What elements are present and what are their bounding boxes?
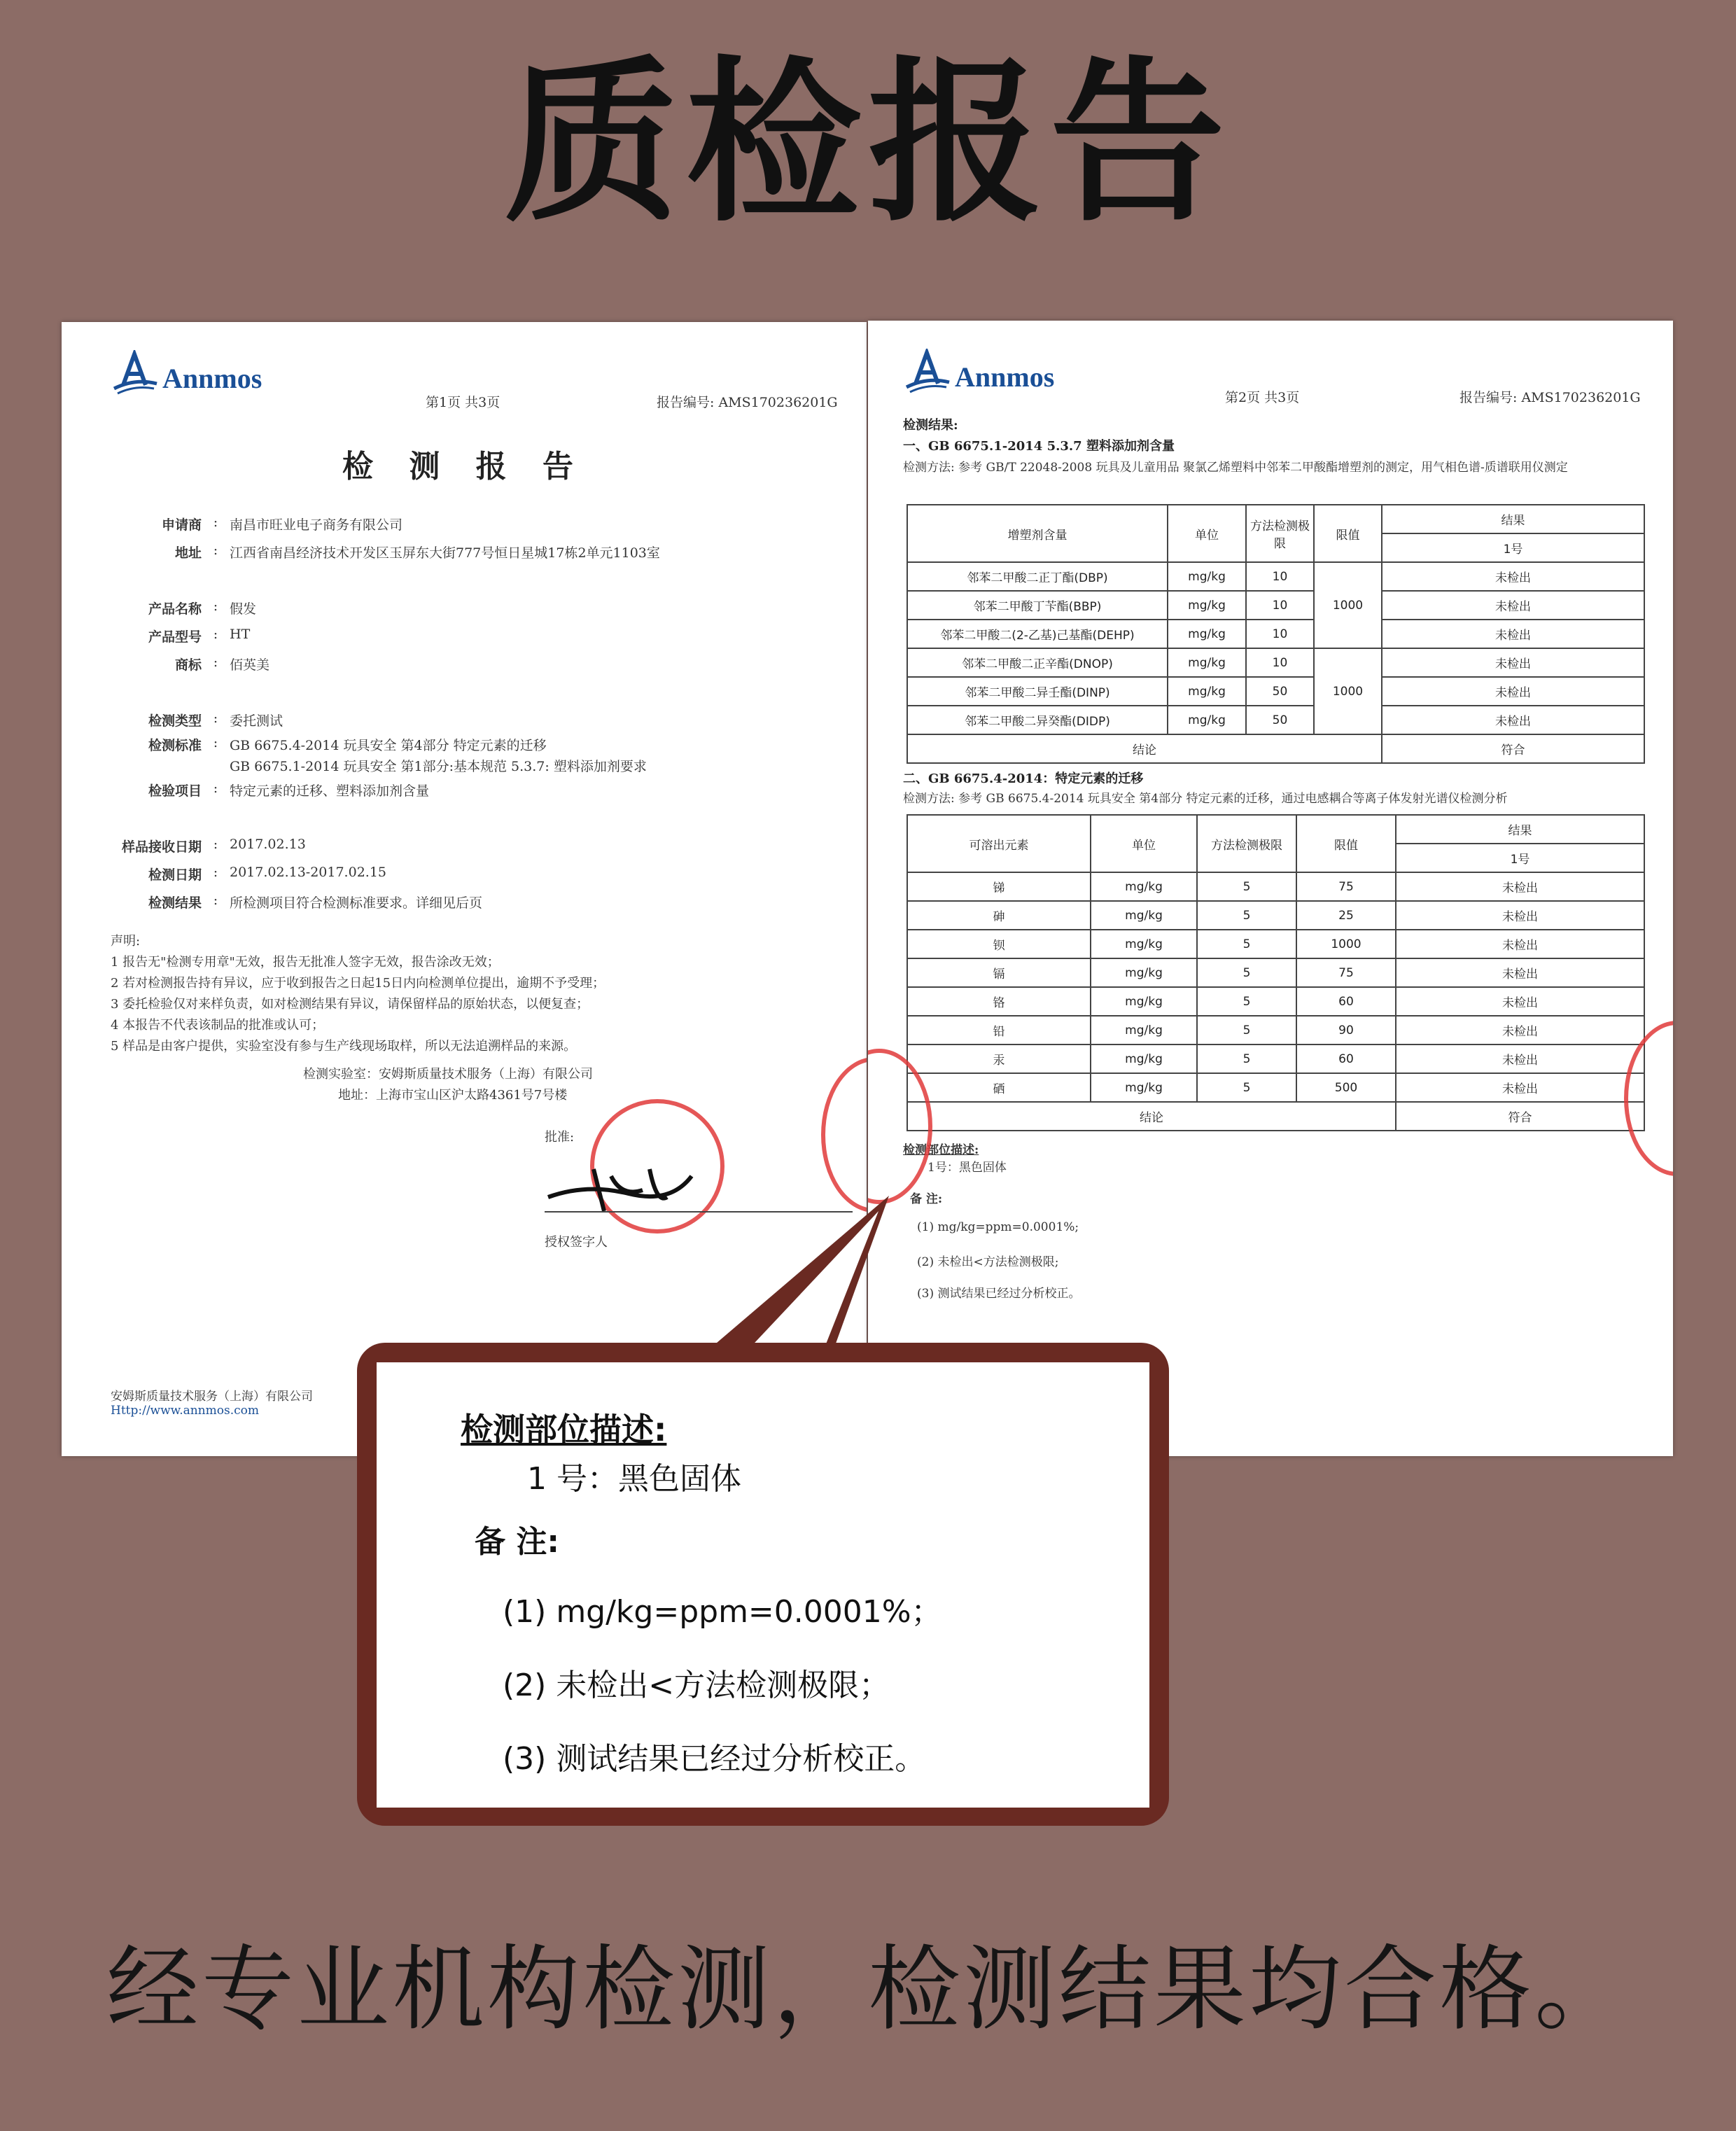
field-test-type: 检测类型 : 委托测试 bbox=[148, 711, 284, 729]
signature-icon bbox=[545, 1155, 699, 1218]
remark-line: (2) 未检出<方法检测极限; bbox=[917, 1255, 1059, 1269]
table-header: 方法检测极限 bbox=[1197, 815, 1296, 872]
notes-title: 声明: bbox=[111, 934, 141, 949]
edge-stamp bbox=[821, 1057, 867, 1213]
table-row: 硒 mg/kg 5 500 未检出 bbox=[907, 1073, 1644, 1102]
field-result: 检测结果 : 所检测项目符合检测标准要求。详细见后页 bbox=[148, 893, 483, 911]
table-row: 铅 mg/kg 5 90 未检出 bbox=[907, 1016, 1644, 1044]
section-1-title: 一、GB 6675.1-2014 5.3.7 塑料添加剂含量 bbox=[903, 439, 1175, 454]
table-header: 方法检测极限 bbox=[1246, 505, 1314, 562]
callout-desc: 1 号：黑色固体 bbox=[527, 1461, 741, 1497]
annmos-logo bbox=[903, 349, 1054, 398]
callout-remark-title: 备 注: bbox=[475, 1524, 559, 1560]
field-standard: 检测标准 : GB 6675.4-2014 玩具安全 第4部分 特定元素的迁移 bbox=[148, 735, 547, 753]
field-test-items: 检验项目 : 特定元素的迁移、塑料添加剂含量 bbox=[148, 781, 430, 799]
table-row: 邻苯二甲酸丁苄酯(BBP) mg/kg 10 未检出 bbox=[907, 591, 1644, 620]
lab-name: 检测实验室：安姆斯质量技术服务（上海）有限公司 bbox=[303, 1067, 593, 1082]
table-row: 镉 mg/kg 5 75 未检出 bbox=[907, 958, 1644, 987]
field-test-date: 检测日期 : 2017.02.13-2017.02.15 bbox=[148, 865, 386, 883]
remark-line: (3) 测试结果已经过分析校正。 bbox=[917, 1287, 1081, 1301]
results-title: 检测结果: bbox=[903, 418, 958, 433]
signer-label: 授权签字人 bbox=[545, 1235, 608, 1250]
table-row: 邻苯二甲酸二正辛酯(DNOP) mg/kg 10 1000 未检出 bbox=[907, 648, 1644, 677]
field-product-name: 产品名称 : 假发 bbox=[148, 599, 257, 617]
callout-remark: (2) 未检出<方法检测极限； bbox=[503, 1668, 890, 1703]
remark-title: 备 注: bbox=[910, 1192, 943, 1206]
table-header: 限值 bbox=[1296, 815, 1396, 872]
table-row: 锑 mg/kg 5 75 未检出 bbox=[907, 872, 1644, 901]
logo-mark-icon bbox=[903, 349, 952, 398]
field-receive-date: 样品接收日期 : 2017.02.13 bbox=[121, 837, 306, 855]
section-2-title: 二、GB 6675.4-2014：特定元素的迁移 bbox=[903, 771, 1144, 786]
logo-text: Annmos bbox=[162, 363, 262, 394]
sample-header: 1号 bbox=[1382, 533, 1644, 562]
table-header: 单位 bbox=[1091, 815, 1197, 872]
field-applicant: 申请商 : 南昌市旺业电子商务有限公司 bbox=[161, 515, 403, 533]
field-address: 地址 : 江西省南昌经济技术开发区玉屏东大街777号恒日星城17栋2单元1103室 bbox=[174, 543, 660, 561]
report-page-1 bbox=[62, 322, 867, 1456]
table-header: 限值 bbox=[1314, 505, 1382, 562]
table-header: 单位 bbox=[1168, 505, 1246, 562]
report-page-2 bbox=[868, 321, 1673, 1456]
table-row: 铬 mg/kg 5 60 未检出 bbox=[907, 987, 1644, 1016]
table-row: 汞 mg/kg 5 60 未检出 bbox=[907, 1044, 1644, 1073]
element-migration-table bbox=[906, 814, 1645, 1131]
callout-remark: (3) 测试结果已经过分析校正。 bbox=[503, 1741, 926, 1777]
table-header: 可溶出元素 bbox=[907, 815, 1091, 872]
table-row: 钡 mg/kg 5 1000 未检出 bbox=[907, 930, 1644, 958]
callout-remark: (1) mg/kg=ppm=0.0001%； bbox=[503, 1594, 942, 1630]
footer-company: 安姆斯质量技术服务（上海）有限公司 bbox=[111, 1390, 313, 1404]
sample-header: 1号 bbox=[1396, 844, 1644, 872]
logo-mark-icon bbox=[111, 350, 160, 399]
table-row: 邻苯二甲酸二(2-乙基)己基酯(DEHP) mg/kg 10 未检出 bbox=[907, 620, 1644, 648]
note-line: 2 若对检测报告持有异议，应于收到报告之日起15日内向检测单位提出，逾期不予受理； bbox=[111, 976, 606, 991]
page-headline: 质检报告 bbox=[504, 41, 1232, 245]
table-header: 结果 bbox=[1396, 815, 1644, 844]
field-brand: 商标 : 佰英美 bbox=[174, 655, 270, 673]
footer-url: Http://www.annmos.com bbox=[111, 1404, 259, 1418]
section-2-method: 检测方法: 参考 GB 6675.4-2014 玩具安全 第4部分 特定元素的迁移，通过电感耦合等离子体发射光谱仪检测分析 bbox=[903, 792, 1508, 806]
note-line: 1 报告无"检测专用章"无效，报告无批准人签字无效，报告涂改无效； bbox=[111, 955, 500, 970]
page-number: 第2页 共3页 bbox=[1225, 390, 1300, 405]
approve-label: 批准: bbox=[545, 1130, 575, 1145]
callout-title: 检测部位描述: bbox=[461, 1411, 667, 1448]
section-1-method: 检测方法: 参考 GB/T 22048-2008 玩具及儿童用品 聚氯乙烯塑料中邻苯二甲酸酯增塑剂的测定，用气相色谱-质谱联用仪测定 bbox=[903, 461, 1568, 475]
conclusion-row: 结论 符合 bbox=[907, 1102, 1644, 1131]
lab-address: 地址：上海市宝山区沪太路4361号7号楼 bbox=[338, 1088, 568, 1103]
field-product-model: 产品型号 : HT bbox=[148, 627, 251, 645]
page-number: 第1页 共3页 bbox=[426, 395, 500, 410]
sign-line bbox=[545, 1211, 853, 1213]
logo-text: Annmos bbox=[955, 361, 1055, 393]
annmos-logo bbox=[111, 350, 262, 399]
report-number: 报告编号: AMS170236201G bbox=[1460, 390, 1641, 405]
note-line: 4 本报告不代表该制品的批准或认可； bbox=[111, 1018, 325, 1033]
note-line: 3 委托检验仅对来样负责，如对检测结果有异议，请保留样品的原始状态，以便复查； bbox=[111, 997, 589, 1012]
bottom-caption: 经专业机构检测，检测结果均合格。 bbox=[106, 1936, 1630, 2043]
report-title: 检 测 报 告 bbox=[342, 449, 586, 484]
field-standard-2: GB 6675.1-2014 玩具安全 第1部分:基本规范 5.3.7: 塑料添加剂要求 bbox=[230, 759, 647, 774]
note-line: 5 样品是由客户提供，实验室没有参与生产线现场取样，所以无法追溯样品的来源。 bbox=[111, 1039, 577, 1054]
table-row: 邻苯二甲酸二异壬酯(DINP) mg/kg 50 未检出 bbox=[907, 677, 1644, 706]
part-title: 检测部位描述: bbox=[903, 1143, 979, 1157]
part-desc: 1号：黑色固体 bbox=[927, 1161, 1007, 1175]
table-row: 砷 mg/kg 5 25 未检出 bbox=[907, 901, 1644, 930]
callout-bubble bbox=[377, 1362, 1149, 1808]
table-row: 邻苯二甲酸二正丁酯(DBP) mg/kg 10 1000 未检出 bbox=[907, 562, 1644, 591]
report-number: 报告编号: AMS170236201G bbox=[657, 395, 838, 410]
remark-line: (1) mg/kg=ppm=0.0001%; bbox=[917, 1220, 1079, 1234]
table-row: 邻苯二甲酸二异癸酯(DIDP) mg/kg 50 未检出 bbox=[907, 706, 1644, 734]
table-header: 增塑剂含量 bbox=[907, 505, 1168, 562]
table-header: 结果 bbox=[1382, 505, 1644, 533]
conclusion-row: 结论 符合 bbox=[907, 734, 1644, 763]
plasticizer-table bbox=[906, 504, 1645, 764]
